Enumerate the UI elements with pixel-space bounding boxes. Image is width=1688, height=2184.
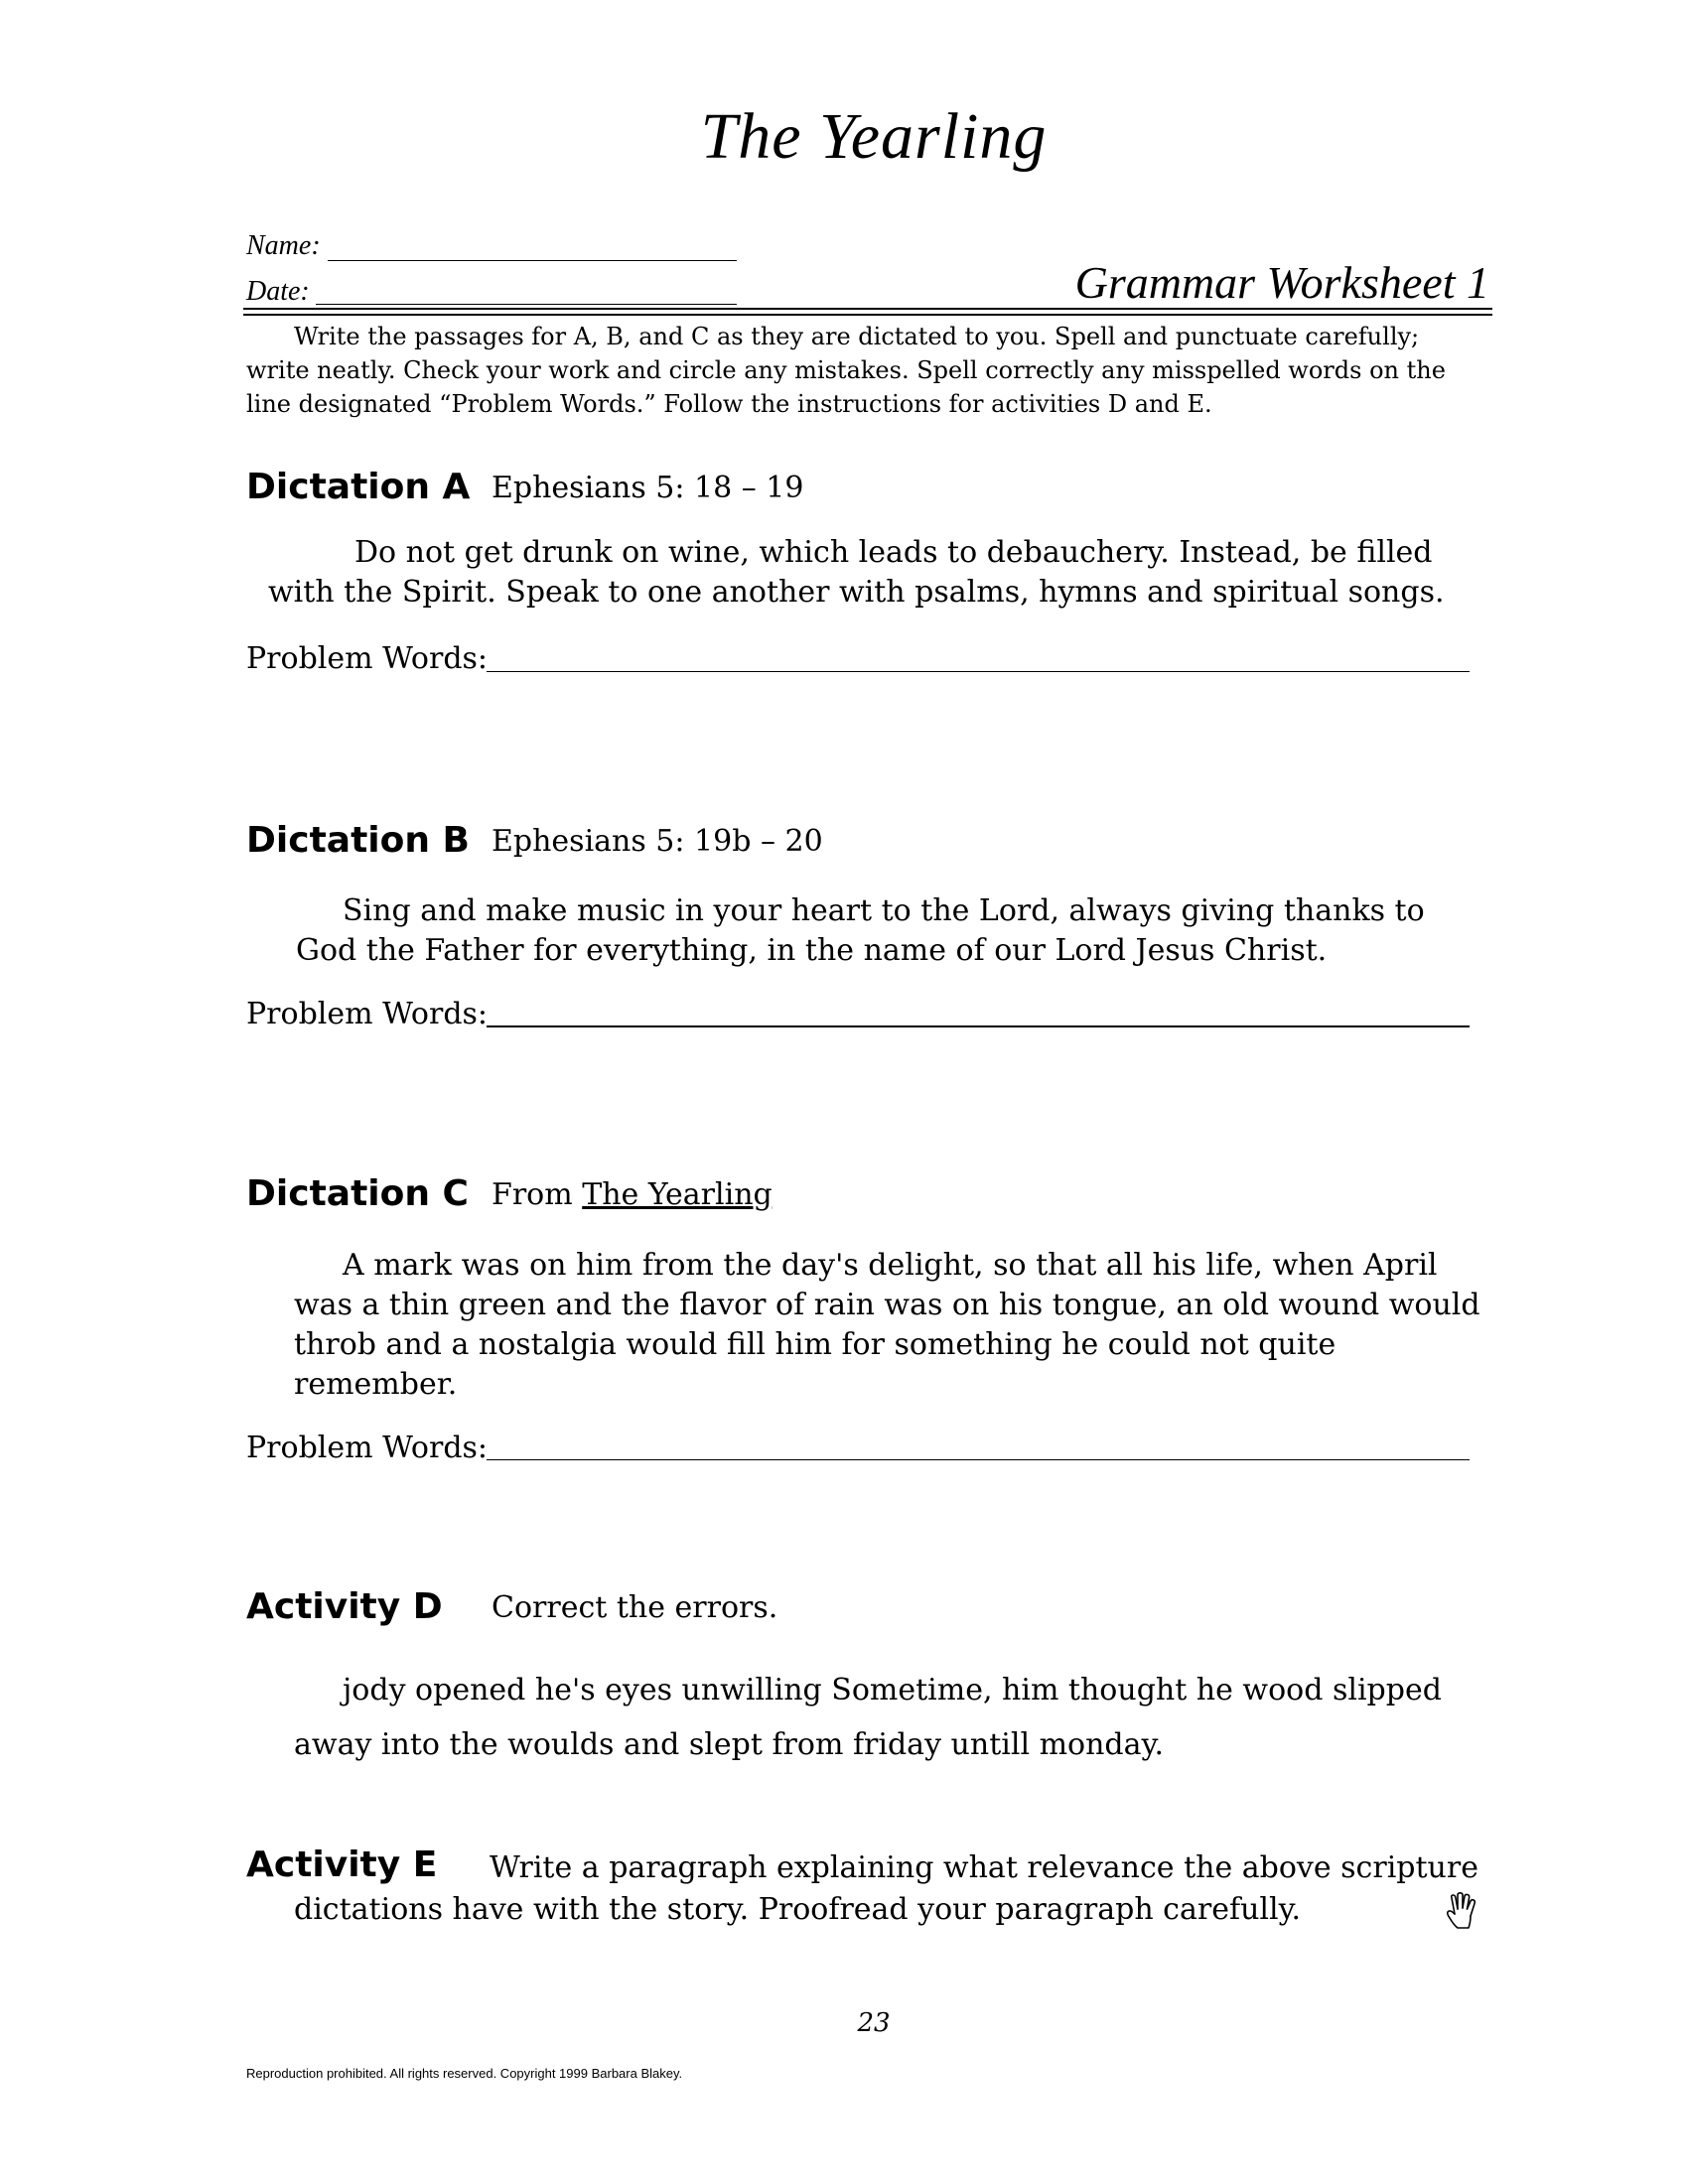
dictation-c-line-1: A mark was on him from the day's delight, so that all his life, when April [343,1248,1438,1283]
worksheet-book-title: The Yearling [700,100,1048,173]
dictation-b-line-1: Sing and make music in your heart to the Lord, always giving thanks to [343,893,1425,928]
dictation-a-reference: Ephesians 5: 18 – 19 [492,471,804,505]
dictation-b-reference: Ephesians 5: 19b – 20 [492,824,823,859]
activity-d-line-1: jody opened he's eyes unwilling Sometime, him thought he wood slipped [343,1673,1442,1707]
dictation-b-line-2: God the Father for everything, in the name of our Lord Jesus Christ. [296,933,1328,968]
dictation-c-problem-line [487,1459,1470,1460]
copyright-footer: Reproduction prohibited. All rights reserved. Copyright 1999 Barbara Blakey. [246,2066,683,2081]
date-label: Date: [246,276,310,307]
activity-d-line-2: away into the woulds and slept from friday untill monday. [294,1727,1164,1762]
worksheet-title: Grammar Worksheet 1 [1074,257,1489,308]
page-number: 23 [857,2008,891,2038]
activity-e-heading: Activity E [246,1844,438,1885]
dictation-c-line-4: remember. [294,1367,458,1402]
dictation-c-reference [492,1177,773,1212]
hand-icon [1445,1892,1480,1932]
dictation-c-reference-prefix: From [492,1177,573,1212]
dictation-a-line-2: with the Spirit. Speak to one another with psalms, hymns and spiritual songs. [268,575,1445,610]
dictation-c-line-3: throb and a nostalgia would fill him for something he could not quite [294,1327,1336,1362]
dictation-a-problem-label: Problem Words: [246,641,489,676]
activity-d-heading: Activity D [246,1586,443,1627]
activity-e-instruction-line-2: dictations have with the story. Proofread your paragraph carefully. [294,1892,1302,1927]
date-line [316,304,737,305]
dictation-a-heading: Dictation A [246,467,471,507]
dictation-b-problem-line [487,1025,1470,1027]
dictation-b-problem-label: Problem Words: [246,997,489,1031]
instructions [246,320,1487,421]
dictation-a-problem-line [487,671,1470,672]
dictation-c-heading: Dictation C [246,1173,469,1214]
instructions-text: Write the passages for A, B, and C as they are dictated to you. Spell and punctuate carefully; write neatly. Check your work and circle any mistakes. Spell correctly any misspelled words on the line designated “Problem Words.” Follow the instructions for activities D and E. [246,323,1446,418]
dictation-c-problem-label: Problem Words: [246,1431,489,1465]
dictation-c-reference-title: The Yearling [582,1177,773,1212]
header-rule-bottom [243,314,1492,316]
header-rule-top [243,308,1492,310]
dictation-c-line-2: was a thin green and the flavor of rain was on his tongue, an old wound would [294,1288,1480,1322]
activity-d-instruction: Correct the errors. [492,1590,778,1625]
activity-e-instruction-line-1: Write a paragraph explaining what relevance the above scripture [490,1850,1478,1885]
dictation-b-heading: Dictation B [246,820,470,861]
name-line [328,260,737,261]
name-label: Name: [246,230,321,261]
dictation-a-line-1: Do not get drunk on wine, which leads to debauchery. Instead, be filled [354,535,1433,570]
